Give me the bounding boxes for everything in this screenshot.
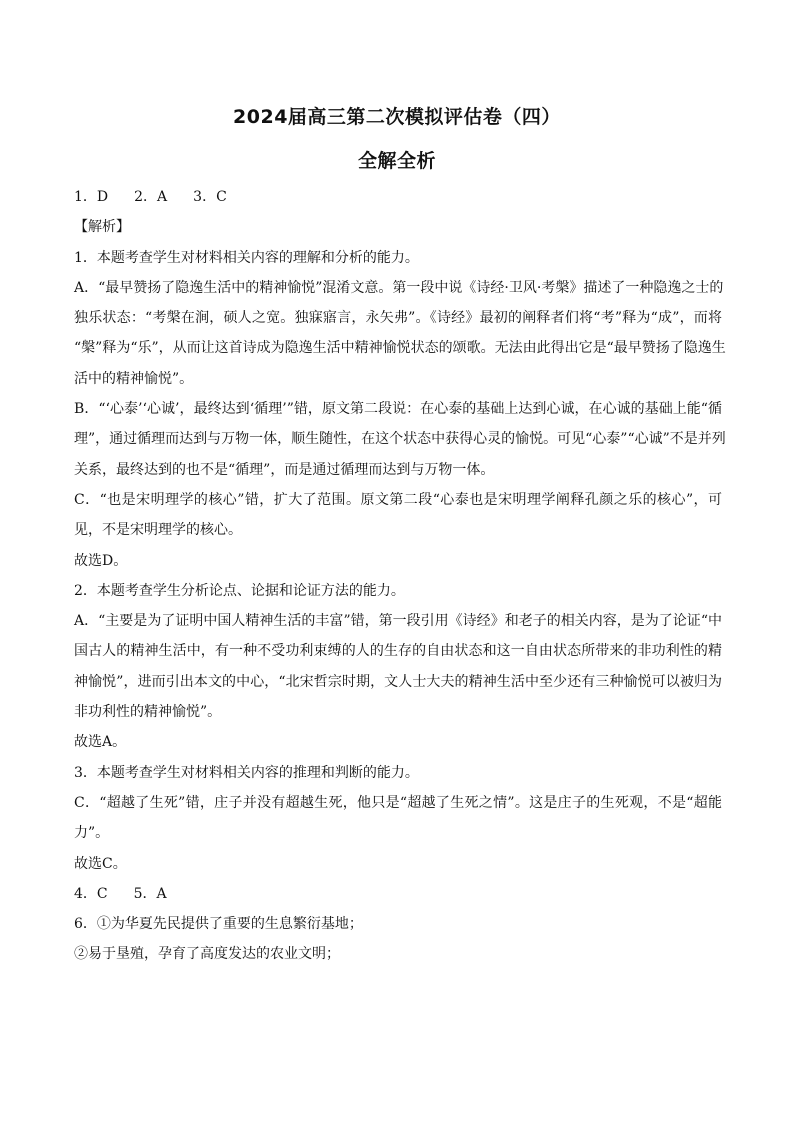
- answer-row: [74, 879, 722, 909]
- document-body: [74, 182, 726, 970]
- text-line: C．“超越了生死”错，庄子并没有超越生死，他只是“超越了生死之情”。这是庄子的生死观，不是“超能: [74, 794, 722, 811]
- text-line: C．“也是宋明理学的核心”错，扩大了范围。原文第二段“心泰也是宋明理学阐释孔颜之乐的核心”，可: [74, 491, 722, 508]
- text-line: 6．①为华夏先民提供了重要的生息繁衍基地；: [74, 916, 363, 933]
- text-line: 力”。: [74, 825, 110, 842]
- answer-item: 5．A: [133, 885, 167, 902]
- text-line: 关系，最终达到的也不是“循理”，而是通过循理而达到与万物一体。: [74, 461, 495, 478]
- text-line: 3．本题考查学生对材料相关内容的推理和判断的能力。: [74, 764, 419, 781]
- answer-row: [74, 182, 722, 212]
- text-line: 见，不是宋明理学的核心。: [74, 522, 242, 539]
- text-line: A．“主要是为了证明中国人精神生活的丰富”错，第一段引用《诗经》和老子的相关内容，是为了论证“中: [74, 613, 722, 630]
- answer-item: 2．A: [134, 189, 168, 205]
- text-line: “槃”释为“乐”，从而让这首诗成为隐逸生活中精神愉悦状态的颂歌。无法由此得出它是“最早赞扬了隐逸生: [74, 340, 726, 357]
- text-line: 故选A。: [74, 734, 127, 751]
- text-line: 2．本题考查学生分析论点、论据和论证方法的能力。: [74, 582, 405, 599]
- text-line: ②易于垦殖，孕育了高度发达的农业文明；: [74, 946, 340, 963]
- text-line: 非功利性的精神愉悦”。: [74, 704, 222, 721]
- page-title: 2024届高三第二次模拟评估卷（四）: [233, 106, 561, 128]
- text-line: B．“‘心泰’‘心诚’，最终达到‘循理’”错，原文第二段说：在心泰的基础上达到心诚，在心诚的基础上能“循: [74, 401, 722, 418]
- text-line: 1．本题考查学生对材料相关内容的理解和分析的能力。: [74, 249, 419, 266]
- analysis-label: 【解析】: [74, 219, 130, 236]
- text-line: 神愉悦”，进而引出本文的中心，“北宋哲宗时期，文人士大夫的精神生活中至少还有三种愉悦可以被归为: [74, 673, 722, 690]
- answer-item: 1．D: [74, 189, 109, 205]
- text-line: 独乐状态：“考槃在涧，硕人之宽。独寐寤言，永矢弗”。《诗经》最初的阐释者们将“考”释为“成”，而将: [74, 310, 722, 327]
- text-line: 故选C。: [74, 855, 127, 872]
- page-subtitle: 全解全析: [357, 150, 436, 172]
- text-line: 活中的精神愉悦”。: [74, 370, 194, 387]
- text-line: 故选D。: [74, 552, 128, 569]
- text-line: A．“最早赞扬了隐逸生活中的精神愉悦”混淆文意。第一段中说《诗经·卫风·考槃》描述了一种隐逸之士的: [74, 279, 724, 296]
- text-line: 国古人的精神生活中，有一种不受功利束缚的人的生存的自由状态和这一自由状态所带来的非功利性的精: [74, 643, 722, 660]
- text-line: 理”，通过循理而达到与万物一体，顺生随性，在这个状态中获得心灵的愉悦。可见“心泰”“心诚”不是并列: [74, 431, 726, 448]
- answer-item: 3．C: [193, 189, 227, 205]
- answer-item: 4．C: [74, 885, 108, 902]
